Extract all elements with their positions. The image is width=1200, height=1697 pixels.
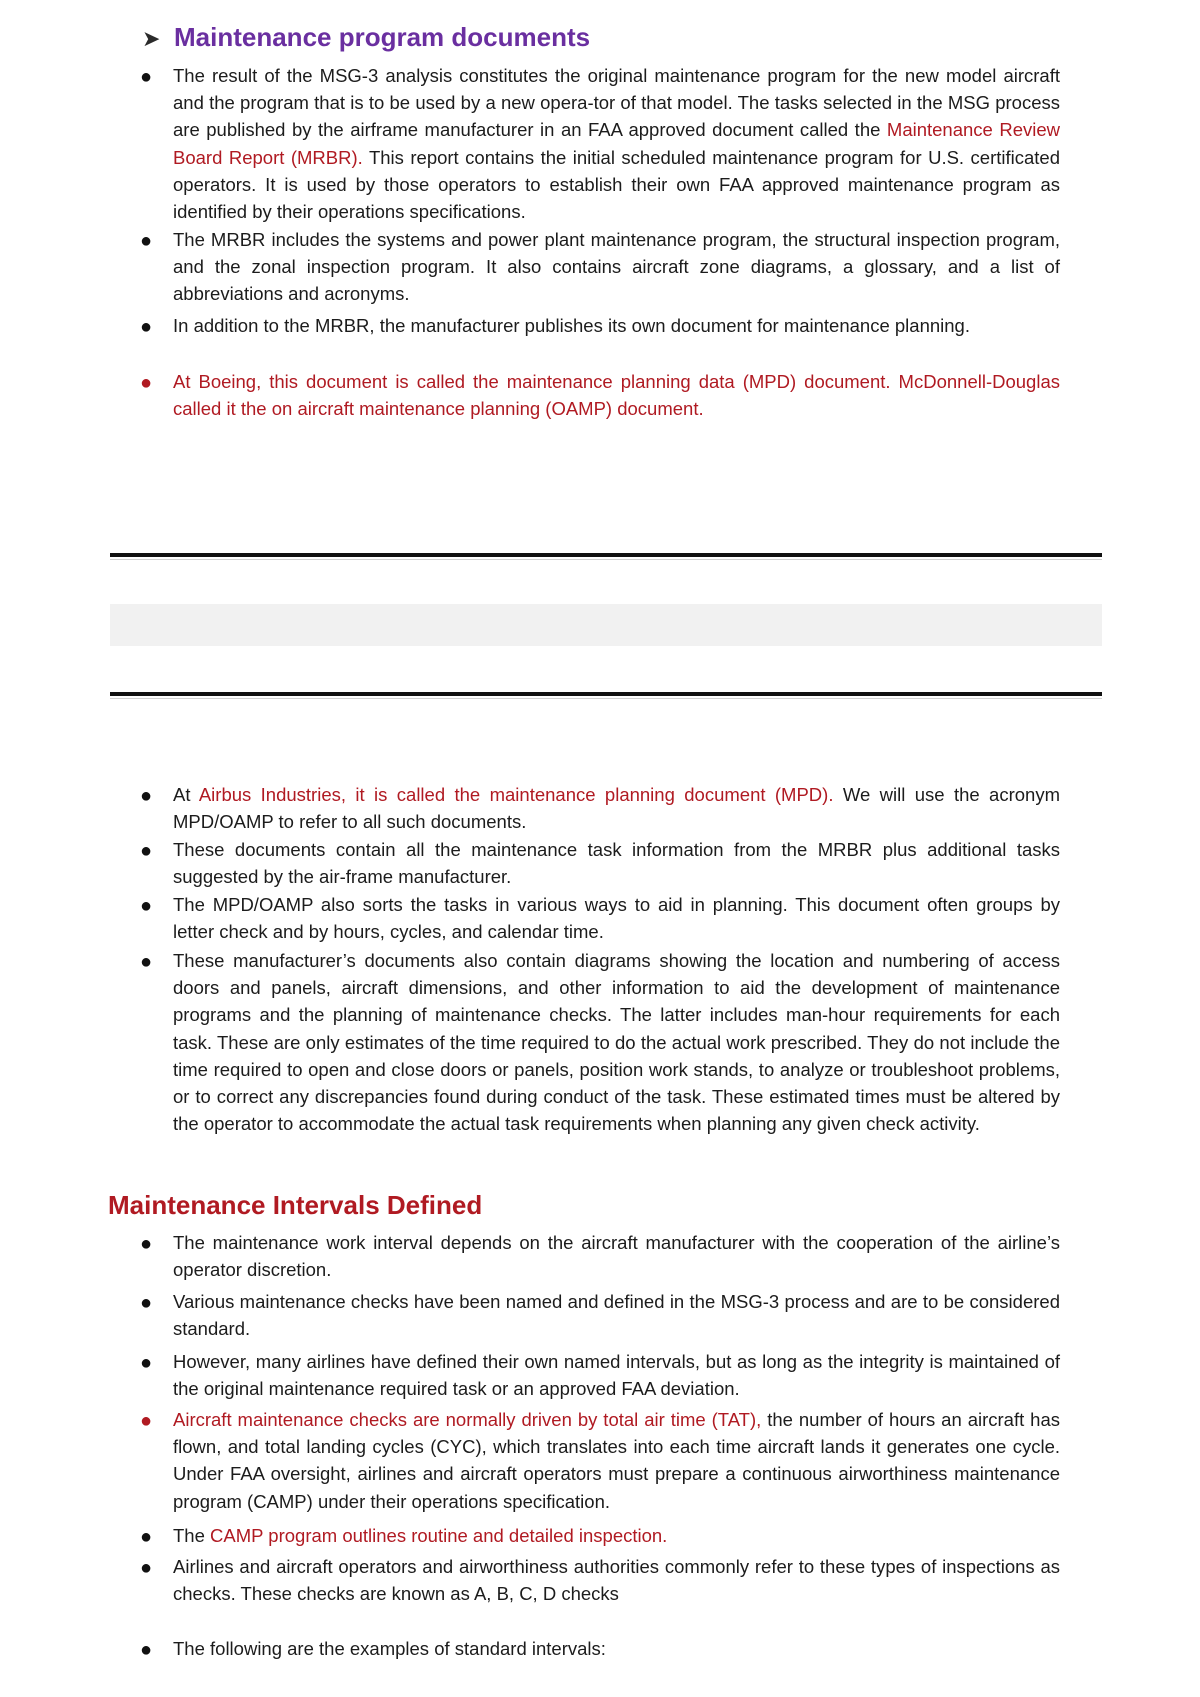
bullet-dot-icon: ● [140,1233,153,1255]
section-title: Maintenance program documents [174,22,591,52]
paragraph [173,312,1060,339]
bullet-dot-icon: ● [140,66,153,88]
bullet-dot-icon: ● [140,1292,153,1314]
text-run: The following are the examples of standard intervals: [173,1638,606,1659]
text-run: These documents contain all the maintenance task information from the MRBR plus additional tasks suggested by the air-frame manufacturer. [173,839,1060,888]
highlight-text: CAMP program outlines routine and detailed inspection. [210,1525,668,1546]
section-heading-maintenance-program-documents [142,22,590,53]
text-run: The maintenance work interval depends on the aircraft manufacturer with the cooperation of the airline’s operator discretion. [173,1232,1060,1281]
paragraph [173,226,1060,308]
bullet-dot-icon: ● [140,1526,153,1548]
paragraph [173,1522,1060,1549]
bullet-dot-icon: ● [140,1352,153,1374]
paragraph [173,62,1060,225]
highlight-text: Maintenance Review Board Report (MRBR). [173,119,1060,168]
text-run: Airlines and aircraft operators and airworthiness authorities commonly refer to these types of inspections as checks. These checks are known as A, B, C, D checks [173,1556,1060,1605]
page-break-rule-top [110,553,1102,557]
page-break-band [110,604,1102,646]
page-break-rule-bottom-shadow [110,698,1102,699]
text-run: These manufacturer’s documents also contain diagrams showing the location and numbering of access doors and panels, aircraft dimensions, and other information to aid the development of maintenance programs and the planning of maintenance checks. The latter includes man-hour requirements for each task. These are only estimates of the time required to do the actual work prescribed. They do not include the time required to open and close doors or panels, position work stands, to analyze or troubleshoot problems, or to correct any discrepancies found during conduct of the task. These estimated times must be altered by the operator to accommodate the actual task requirements when planning any given check activity. [173,950,1060,1135]
bullet-dot-icon: ● [140,951,153,973]
paragraph [173,1288,1060,1342]
highlight-text: At Boeing, this document is called the maintenance planning data (MPD) document. McDonnell-Douglas called it the on aircraft maintenance planning (OAMP) document. [173,371,1060,420]
highlight-text: Airbus Industries, it is called the maintenance planning document (MPD). [198,784,834,805]
text-run: However, many airlines have defined their own named intervals, but as long as the integrity is maintained of the original maintenance required task or an approved FAA deviation. [173,1351,1060,1400]
paragraph [173,1348,1060,1402]
section-heading-maintenance-intervals: Maintenance Intervals Defined [108,1190,483,1220]
bullet-dot-icon: ● [140,840,153,862]
text-run: We will use the acronym MPD/OAMP to refer to all such documents. [173,784,1060,833]
arrow-bullet-icon: ➤ [142,26,161,51]
bullet-dot-icon: ● [140,1639,153,1661]
bullet-dot-icon: ● [140,230,153,252]
paragraph [173,1635,1060,1662]
paragraph [173,1553,1060,1607]
bullet-dot-icon: ● [140,1557,153,1579]
bullet-dot-icon: ● [140,785,153,807]
paragraph [173,891,1060,945]
bullet-dot-icon: ● [140,895,153,917]
bullet-dot-icon: ● [140,316,153,338]
paragraph [173,781,1060,835]
bullet-dot-icon: ● [140,372,153,394]
paragraph [173,947,1060,1137]
paragraph [173,1229,1060,1283]
bullet-dot-icon: ● [140,1410,153,1432]
text-run: The MRBR includes the systems and power plant maintenance program, the structural inspection program, and the zonal inspection program. It also contains aircraft zone diagrams, a glossary, and a list of abbreviations and acronyms. [173,229,1060,305]
text-run: Various maintenance checks have been named and defined in the MSG-3 process and are to be considered standard. [173,1291,1060,1340]
page-break-rule-bottom [110,692,1102,696]
paragraph [173,836,1060,890]
text-run: At [173,784,199,805]
paragraph [173,368,1060,422]
text-run: the number of hours an aircraft has flown, and total landing cycles (CYC), which translates into each time aircraft lands it generates one cycle. Under FAA oversight, airlines and aircraft operators must prepare a continuous airworthiness maintenance program (CAMP) under their operations specification. [173,1409,1061,1512]
text-run: The MPD/OAMP also sorts the tasks in various ways to aid in planning. This document often groups by letter check and by hours, cycles, and calendar time. [173,894,1060,943]
text-run: In addition to the MRBR, the manufacturer publishes its own document for maintenance planning. [173,315,970,336]
paragraph [173,1406,1060,1515]
text-run: The result of the MSG-3 analysis constitutes the original maintenance program for the new model aircraft and the program that is to be used by a new opera-tor of that model. The tasks selected in the MSG process are published by the airframe manufacturer in an FAA approved document called the [173,65,1060,141]
page-break-rule-top-shadow [110,559,1102,560]
highlight-text: Aircraft maintenance checks are normally driven by total air time (TAT), [173,1409,762,1430]
text-run: The [173,1525,211,1546]
text-run: This report contains the initial scheduled maintenance program for U.S. certificated operators. It is used by those operators to establish their own FAA approved maintenance program as identified by their operations specifications. [173,146,1061,223]
